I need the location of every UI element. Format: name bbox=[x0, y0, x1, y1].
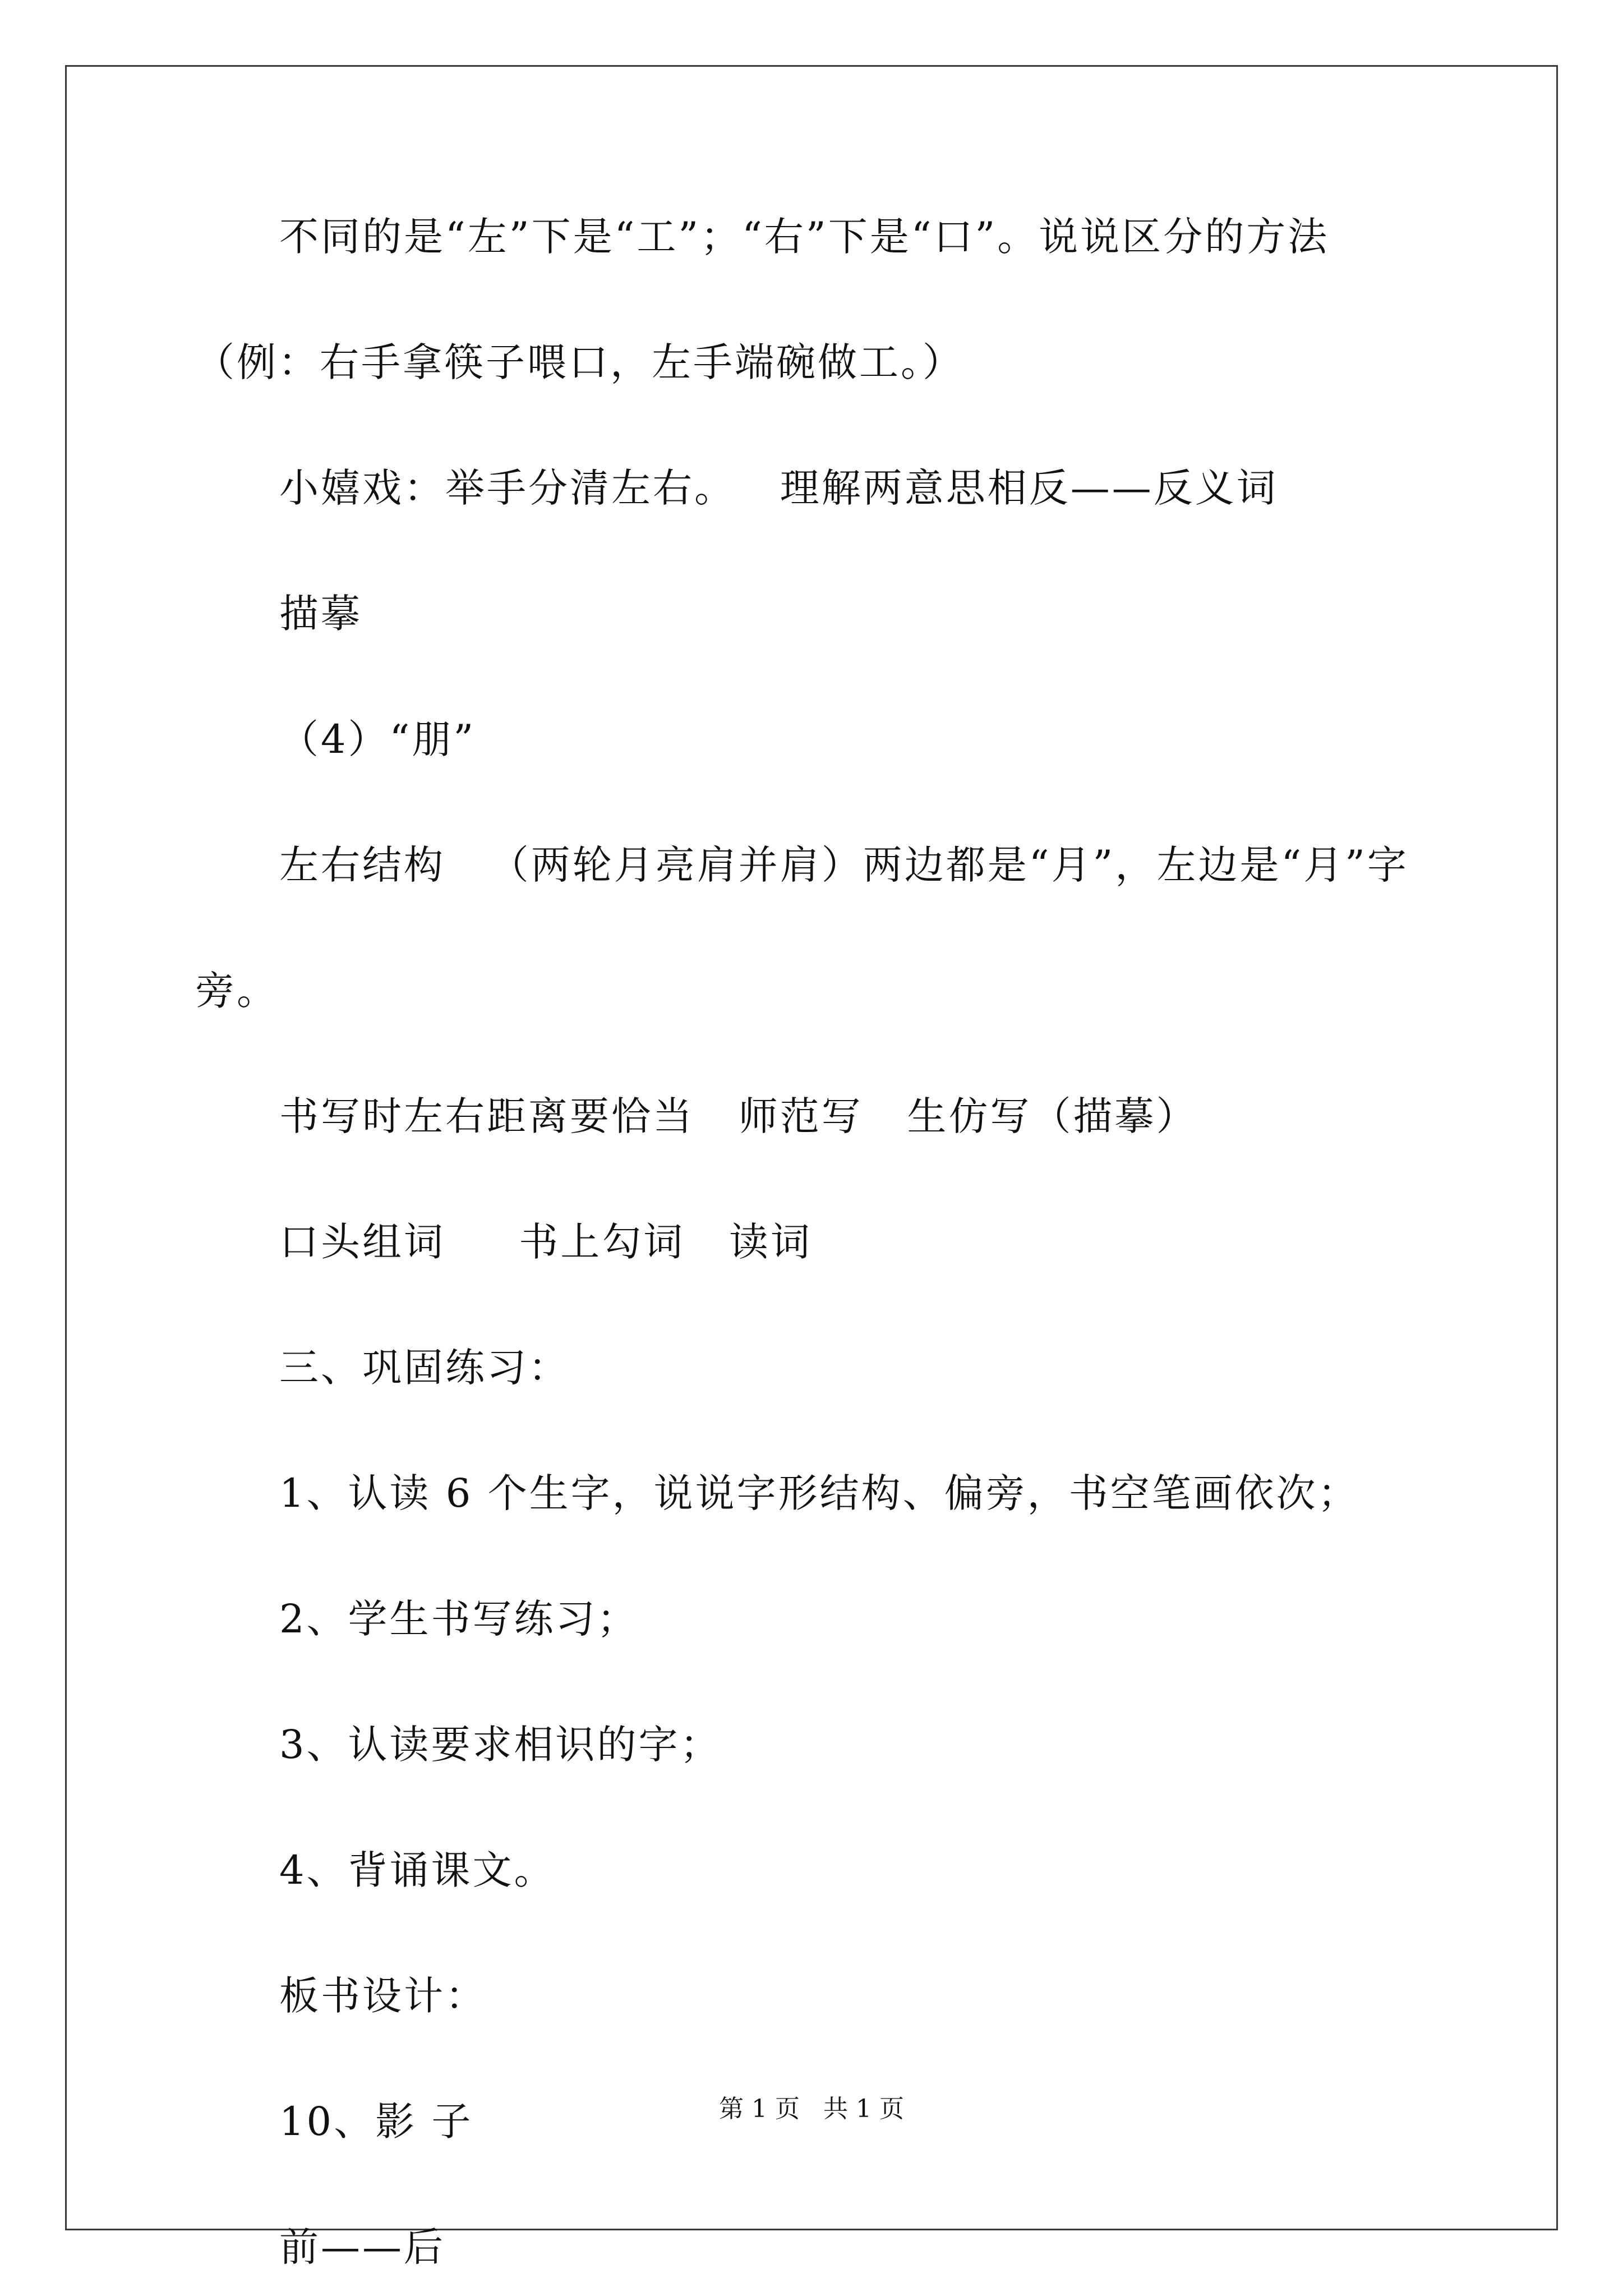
text-line-9: 口头组词 书上勾词 读词 bbox=[279, 1219, 813, 1265]
text-line-7: 旁。 bbox=[195, 968, 278, 1014]
text-line-13: 3、认读要求相识的字； bbox=[279, 1722, 722, 1768]
text-line-4: 描摹 bbox=[279, 591, 362, 637]
text-line-1: 不同的是“左”下是“工”；“右”下是“口”。说说区分的方法 bbox=[279, 214, 1330, 260]
text-line-15: 板书设计： bbox=[279, 1973, 487, 2019]
text-line-14: 4、背诵课文。 bbox=[279, 1847, 556, 1893]
text-line-17: 前——后 bbox=[279, 2224, 445, 2270]
page-border bbox=[65, 65, 1558, 2230]
text-line-12: 2、学生书写练习； bbox=[279, 1596, 639, 1642]
text-line-8: 书写时左右距离要恰当 师范写 生仿写（描摹） bbox=[279, 1093, 1198, 1139]
text-line-10: 三、巩固练习： bbox=[279, 1345, 570, 1391]
text-line-5: （4）“朋” bbox=[279, 716, 476, 762]
page-number-footer: 第 1 页 共 1 页 bbox=[719, 2095, 904, 2123]
text-line-6: 左右结构 （两轮月亮肩并肩）两边都是“月”，左边是“月”字 bbox=[279, 842, 1409, 888]
text-line-3: 小嬉戏：举手分清左右。 理解两意思相反——反义词 bbox=[279, 465, 1278, 511]
text-line-2: （例：右手拿筷子喂口，左手端碗做工。） bbox=[195, 339, 964, 385]
text-line-16: 10、影 子 bbox=[279, 2099, 473, 2145]
text-line-11: 1、认读 6 个生字，说说字形结构、偏旁，书空笔画依次； bbox=[279, 1470, 1359, 1516]
